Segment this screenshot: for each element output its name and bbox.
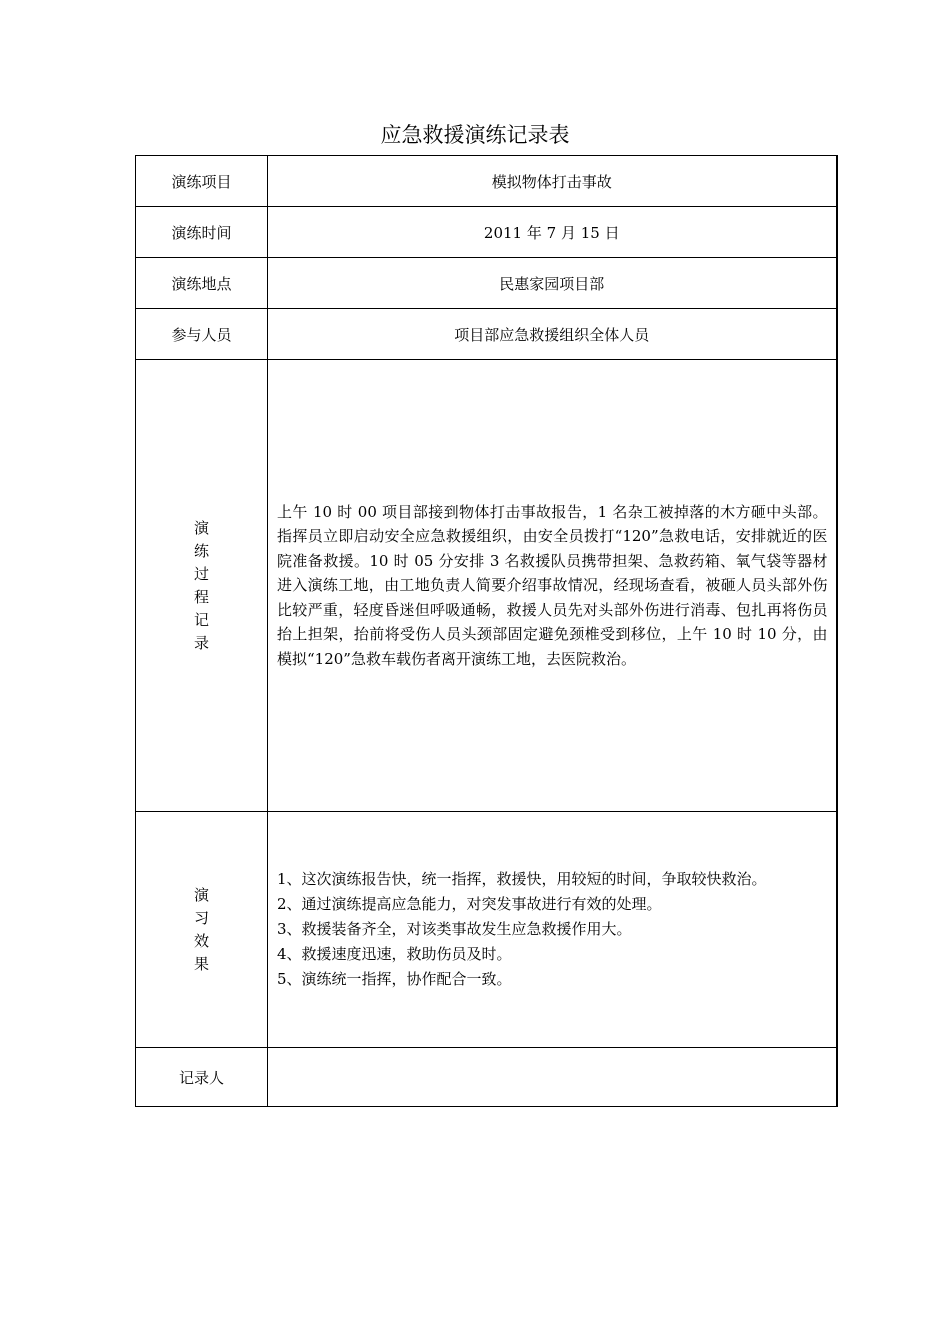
process-label: 演练过程记录 — [193, 518, 209, 652]
list-item: 3、救援装备齐全，对该类事故发生应急救援作用大。 — [277, 920, 632, 938]
time-value: 2011 年 7 月 15 日 — [268, 207, 837, 258]
table-row — [136, 309, 837, 360]
table-row — [136, 812, 837, 1048]
list-item: 5、演练统一指挥，协作配合一致。 — [277, 970, 512, 988]
drill-record-table — [135, 155, 838, 1107]
table-row — [136, 1048, 837, 1107]
time-label: 演练时间 — [136, 207, 268, 258]
effects-label: 演习效果 — [193, 885, 209, 973]
table-row — [136, 207, 837, 258]
list-item: 1、这次演练报告快，统一指挥，救援快，用较短的时间，争取较快救治。 — [277, 870, 767, 888]
project-value: 模拟物体打击事故 — [268, 156, 837, 207]
list-item: 4、救援速度迅速，救助伤员及时。 — [277, 945, 512, 963]
effects-list — [277, 867, 828, 992]
recorder-label: 记录人 — [136, 1048, 268, 1107]
recorder-value — [268, 1048, 837, 1107]
participants-value: 项目部应急救援组织全体人员 — [268, 309, 837, 360]
project-label: 演练项目 — [136, 156, 268, 207]
table-row — [136, 258, 837, 309]
table-row — [136, 156, 837, 207]
process-record-text: 上午 10 时 00 项目部接到物体打击事故报告，1 名杂工被掉落的木方砸中头部。指挥员立即启动安全应急救援组织，由安全员拨打“120”急救电话，安排就近的医院准备救援。10 时 05 分安排 3 名救援队员携带担架、急救药箱、氧气袋等器材进入演练工地，由工地负责人简要介绍事故情况，经现场查看，被砸人员头部外伤比较严重，轻度昏迷但呼吸通畅，救援人员先对头部外伤进行消毒、包扎再将伤员抬上担架，抬前将受伤人员头颈部固定避免颈椎受到移位，上午 10 时 10 分，由模拟“120”急救车载伤者离开演练工地，去医院救治。 — [277, 502, 828, 668]
location-value: 民惠家园项目部 — [268, 258, 837, 309]
location-label: 演练地点 — [136, 258, 268, 309]
participants-label: 参与人员 — [136, 309, 268, 360]
list-item: 2、通过演练提高应急能力，对突发事故进行有效的处理。 — [277, 895, 662, 913]
document-title: 应急救援演练记录表 — [380, 123, 570, 147]
table-row — [136, 360, 837, 812]
